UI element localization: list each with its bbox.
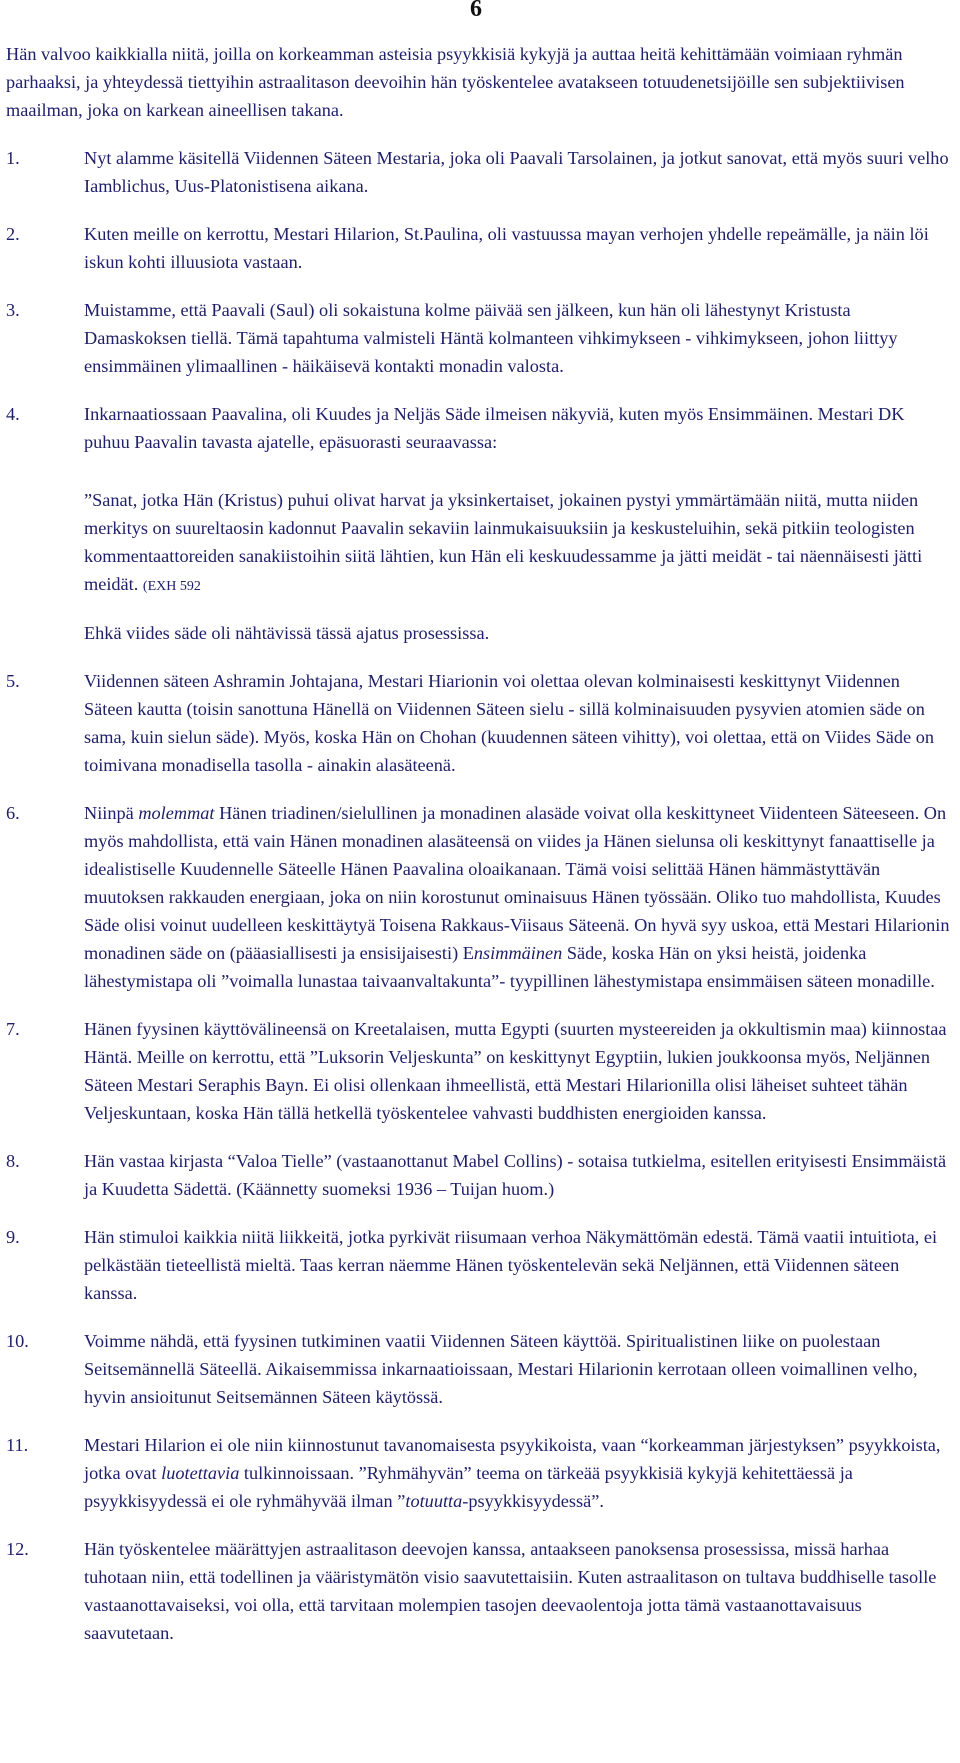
item-text: Hän työskentelee määrättyjen astraalitason deevojen kanssa, antaakseen panoksensa prosessissa, missä harhaa tuhotaan niin, että todellinen ja vääristymätön visio saavutettaisiin. Kuten astraalitason on tultava buddhiselle tasolle vastaanottavaiseksi, voi olla, että tarvitaan molempien tasojen deevaolentoja jotta tämä vastaanottavaisuus saavutetaan.: [84, 1539, 937, 1643]
item-number: 9.: [6, 1227, 20, 1247]
item-text-emphasis: molemmat: [138, 803, 215, 823]
item-text: Viidennen säteen Ashramin Johtajana, Mestari Hiarionin voi olettaa olevan kolminaisesti keskittynyt Viidennen Säteen kautta (toisin sanottuna Hänellä on Viidennen Säteen sielu - sillä kolminaisuuden pysyvien atomien säde on sama, kuin sielun säde). Myös, koska Hän on Chohan (kuudennen säteen vihitty), voi olettaa, että on Viides Säde on toimivana monadisella tasolla - ainakin alasäteenä.: [84, 671, 934, 775]
item-text-emphasis: nsimmäinen: [473, 943, 563, 963]
list-item-11: [6, 1431, 950, 1515]
list-item-2: [6, 220, 950, 276]
list-item-12: [6, 1535, 950, 1647]
quote-followup: Ehkä viides säde oli nähtävissä tässä ajatus prosessissa.: [84, 623, 490, 643]
item-number: 10.: [6, 1331, 29, 1351]
item-number: 3.: [6, 300, 20, 320]
list-item-4: [6, 400, 950, 456]
page-number: 6: [470, 0, 482, 22]
item-text: Hän vastaa kirjasta “Valoa Tielle” (vastaanottanut Mabel Collins) - sotaisa tutkielma, esitellen erityisesti Ensimmäistä ja Kuudetta Sädettä. (Käännetty suomeksi 1936 – Tuijan huom.): [84, 1151, 947, 1199]
list-item-6: [6, 799, 950, 995]
list-item-7: [6, 1015, 950, 1127]
item-number: 6.: [6, 803, 20, 823]
quote-reference: (EXH 592: [142, 579, 201, 594]
item-number: 12.: [6, 1539, 29, 1559]
list-item-3: [6, 296, 950, 380]
item-text-emphasis: totuutta: [405, 1491, 463, 1511]
list-item-10: [6, 1327, 950, 1411]
item-number: 7.: [6, 1019, 20, 1039]
intro-paragraph: Hän valvoo kaikkialla niitä, joilla on korkeamman asteisia psyykkisiä kykyjä ja auttaa heitä kehittämään voimiaan ryhmän parhaaksi, ja yhteydessä tiettyihin astraalitason deevoihin hän työskentelee avatakseen totuudenetsijöille sen subjektiivisen maailman, joka on karkean aineellisen takana.: [6, 44, 905, 120]
list-item-8: [6, 1147, 950, 1203]
item-number: 11.: [6, 1435, 29, 1455]
item-text-b: Hänen triadinen/sielullinen ja monadinen alasäde voivat olla keskittyneet Viidenteen Säteeseen. On myös mahdollista, että vain Hänen monadinen alasäteensä on viides ja Hänen sielunsa oli keskittynyt fanaattiselle ja idealistiselle Kuudennelle Säteelle Hänen Paavalina oloaikanaan. Tämä voisi selittää Hänen hämmästyttävän muutoksen rakkauden energiaan, joka on niin korostunut ominaisuus Hänen työssään. Oliko tuo mahdollista, Kuudes Säde olisi voinut uudelleen keskittäytyä Toisena Rakkaus-Viisaus Säteenä. On hyvä syy uskoa, että Mestari Hilarionin monadinen säde on (pääasiallisesti ja ensisijaisesti) E: [84, 803, 950, 963]
item-text-b: tulkinnoissaan. ”Ryhmähyvän” teema on tärkeää psyykkisiä kykyjä kehitettäessä ja psyykkisyydessä ei ole ryhmähyvää ilman ”: [84, 1463, 853, 1511]
list-item-5: [6, 667, 950, 779]
item-text-c: -psyykkisyydessä”.: [462, 1491, 604, 1511]
quote-text: ”Sanat, jotka Hän (Kristus) puhui olivat harvat ja yksinkertaiset, jokainen pystyi ymmärtämään niitä, mutta niiden merkitys on suureltaosin kadonnut Paavalin sekaviin lainmukaisuuksiin ja keskusteluihin, sekä pitkiin teologisten kommentaattoreiden sanakiistoihin siitä lähtien, kun Hän eli keskuudessamme ja jätti meidät - tai näennäisesti jätti meidät.: [84, 490, 923, 594]
list-item-9: [6, 1223, 950, 1307]
item-text: Nyt alamme käsitellä Viidennen Säteen Mestaria, joka oli Paavali Tarsolainen, ja jotkut sanovat, että myös suuri velho Iamblichus, Uus-Platonistisena aikana.: [84, 148, 949, 196]
document-body: [6, 40, 950, 1647]
item-text: Muistamme, että Paavali (Saul) oli sokaistuna kolme päivää sen jälkeen, kun hän oli lähestynyt Kristusta Damaskoksen tiellä. Tämä tapahtuma valmisteli Häntä kolmanteen vihkimykseen - vihkimykseen, johon liittyy ensimmäinen ylimaallinen - häikäisevä kontakti monadin valosta.: [84, 300, 898, 376]
block-quote: [84, 486, 950, 601]
item-number: 4.: [6, 404, 20, 424]
item-text: Kuten meille on kerrottu, Mestari Hilarion, St.Paulina, oli vastuussa mayan verhojen yhdelle repeämälle, ja näin löi iskun kohti illuusiota vastaan.: [84, 224, 929, 272]
item-text-c: Säde, koska Hän on yksi heistä, joidenka lähestymistapa oli ”voimalla lunastaa taivaanvaltakunta”- tyypillinen lähestymistapa ensimmäisen säteen monadille.: [84, 943, 935, 991]
item-number: 8.: [6, 1151, 20, 1171]
item-number: 2.: [6, 224, 20, 244]
item-text-emphasis: luotettavia: [161, 1463, 240, 1483]
item-text-a: Niinpä: [84, 803, 139, 823]
item-text: Hänen fyysinen käyttövälineensä on Kreetalaisen, mutta Egypti (suurten mysteereiden ja okkultismin maa) kiinnostaa Häntä. Meille on kerrottu, että ”Luksorin Veljeskunta” on keskittynyt Egyptiin, lukien joukkoonsa myös, Neljännen Säteen Mestari Seraphis Bayn. Ei olisi ollenkaan ihmeellistä, että Mestari Hilarionilla olisi läheiset suhteet tähän Veljeskuntaan, koska Hän tällä hetkellä työskentelee vahvasti buddhisten energioiden kanssa.: [84, 1019, 947, 1123]
item-text: Voimme nähdä, että fyysinen tutkiminen vaatii Viidennen Säteen käyttöä. Spiritualistinen liike on puolestaan Seitsemännellä Säteellä. Aikaisemmissa inkarnaatioissaan, Mestari Hilarionin kerrotaan olleen voimallinen velho, hyvin ansioitunut Seitsemännen Säteen käytössä.: [84, 1331, 918, 1407]
item-text: Hän stimuloi kaikkia niitä liikkeitä, jotka pyrkivät riisumaan verhoa Näkymättömän edestä. Tämä vaatii intuitiota, ei pelkästään tieteellistä mieltä. Taas kerran näemme Hänen työskentelevän sekä Neljännen, että Viidennen säteen kanssa.: [84, 1227, 938, 1303]
item-text: Inkarnaatiossaan Paavalina, oli Kuudes ja Neljäs Säde ilmeisen näkyviä, kuten myös Ensimmäinen. Mestari DK puhuu Paavalin tavasta ajatelle, epäsuorasti seuraavassa:: [84, 404, 905, 452]
item-number: 5.: [6, 671, 20, 691]
list-item-1: [6, 144, 950, 200]
item-number: 1.: [6, 148, 20, 168]
item-text-a: Mestari Hilarion ei ole niin kiinnostunut tavanomaisesta psyykikoista, vaan “korkeamman järjestyksen” psyykkoista, jotka ovat: [84, 1435, 941, 1483]
